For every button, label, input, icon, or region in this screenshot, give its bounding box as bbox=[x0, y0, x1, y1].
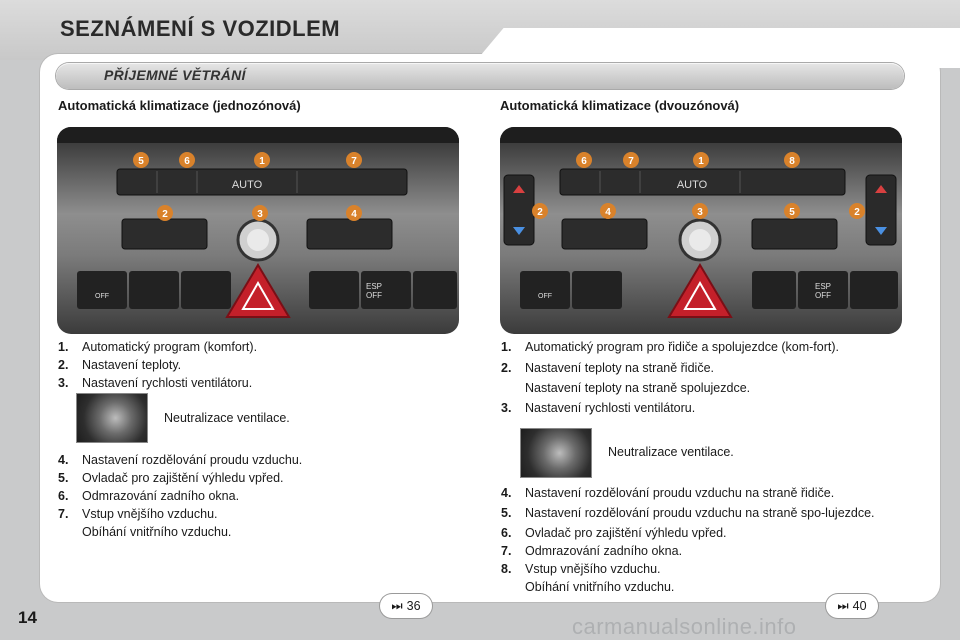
callout-label: 2 bbox=[162, 209, 168, 220]
right-list-bottom bbox=[501, 485, 905, 597]
list-item: 6. Odmrazování zadního okna. bbox=[58, 489, 240, 503]
left-esp-label: ESP bbox=[365, 282, 383, 291]
callout-label: 7 bbox=[628, 156, 634, 167]
list-item: 4. Nastavení rozdělování proudu vzduchu na straně řidiče. bbox=[501, 486, 835, 500]
callout-label: 4 bbox=[351, 209, 357, 220]
page-number: 14 bbox=[18, 608, 37, 627]
list-item: 2. Nastavení teploty na straně řidiče. bbox=[501, 361, 714, 375]
list-item: 3. Nastavení rychlosti ventilátoru. bbox=[501, 401, 696, 415]
left-list-bottom bbox=[58, 452, 438, 542]
right-list-top bbox=[501, 339, 905, 418]
right-auto-label: AUTO bbox=[676, 179, 708, 191]
list-item: Obíhání vnitřního vzduchu. bbox=[82, 525, 232, 539]
fast-forward-icon: ⏭ bbox=[391, 598, 403, 613]
right-esp-off-label: OFF bbox=[815, 291, 831, 300]
right-esp-label: ESP bbox=[814, 282, 832, 291]
callout-label: 5 bbox=[138, 156, 144, 167]
callout-label: 3 bbox=[257, 209, 263, 220]
callout-label: 2 bbox=[537, 207, 543, 218]
list-item: 7. Vstup vnějšího vzduchu. bbox=[58, 507, 218, 521]
callout-label: 7 bbox=[351, 156, 357, 167]
neutralize-label: Neutralizace ventilace. bbox=[608, 445, 734, 459]
left-esp-off-label: OFF bbox=[366, 291, 382, 300]
list-item: 3. Nastavení rychlosti ventilátoru. bbox=[58, 376, 253, 390]
callout-label: 3 bbox=[697, 207, 703, 218]
page-ref-number: 40 bbox=[852, 599, 867, 613]
callout-label: 4 bbox=[605, 207, 611, 218]
watermark: carmanualsonline.info bbox=[572, 614, 797, 639]
callout-label: 6 bbox=[581, 156, 587, 167]
page-ref-link[interactable] bbox=[826, 594, 878, 618]
callout-label: 1 bbox=[698, 156, 704, 167]
list-item: 6. Ovladač pro zajištění výhledu vpřed. bbox=[501, 526, 727, 540]
list-item: 7. Odmrazování zadního okna. bbox=[501, 544, 683, 558]
left-p-off-label: OFF bbox=[95, 293, 109, 300]
list-item: 5. Nastavení rozdělování proudu vzduchu na straně spo-lujezdce. bbox=[501, 506, 875, 520]
right-control-panel-photo bbox=[500, 127, 902, 334]
section-title: PŘÍJEMNÉ VĚTRÁNÍ bbox=[104, 67, 246, 83]
list-item: 2. Nastavení teploty. bbox=[58, 358, 182, 372]
page-ref-link[interactable] bbox=[380, 594, 432, 618]
neutralize-label: Neutralizace ventilace. bbox=[164, 411, 290, 425]
right-p-off-label: OFF bbox=[538, 293, 552, 300]
list-item: 4. Nastavení rozdělování proudu vzduchu. bbox=[58, 453, 303, 467]
list-item: Obíhání vnitřního vzduchu. bbox=[525, 580, 675, 594]
right-heading: Automatická klimatizace (dvouzónová) bbox=[500, 98, 740, 113]
left-list-top bbox=[58, 339, 438, 393]
neutralize-knob-image bbox=[76, 393, 148, 443]
panel-notch bbox=[470, 28, 960, 68]
list-item: 1. Automatický program (komfort). bbox=[58, 340, 258, 354]
callout-label: 8 bbox=[789, 156, 795, 167]
left-heading: Automatická klimatizace (jednozónová) bbox=[58, 98, 301, 113]
callout-label: 2 bbox=[854, 207, 860, 218]
callout-label: 5 bbox=[789, 207, 795, 218]
neutralize-knob-image bbox=[520, 428, 592, 478]
fast-forward-icon: ⏭ bbox=[837, 598, 849, 613]
callout-label: 6 bbox=[184, 156, 190, 167]
callout-label: 1 bbox=[259, 156, 265, 167]
list-item: 1. Automatický program pro řidiče a spolujezdce (kom-fort). bbox=[501, 340, 840, 354]
left-control-panel-photo bbox=[57, 127, 459, 334]
page-ref-number: 36 bbox=[406, 599, 421, 613]
list-item: 5. Ovladač pro zajištění výhledu vpřed. bbox=[58, 471, 284, 485]
left-auto-label: AUTO bbox=[231, 179, 263, 191]
page-title: SEZNÁMENÍ S VOZIDLEM bbox=[60, 16, 341, 41]
list-item: Nastavení teploty na straně spolujezdce. bbox=[525, 381, 751, 395]
list-item: 8. Vstup vnějšího vzduchu. bbox=[501, 562, 661, 576]
